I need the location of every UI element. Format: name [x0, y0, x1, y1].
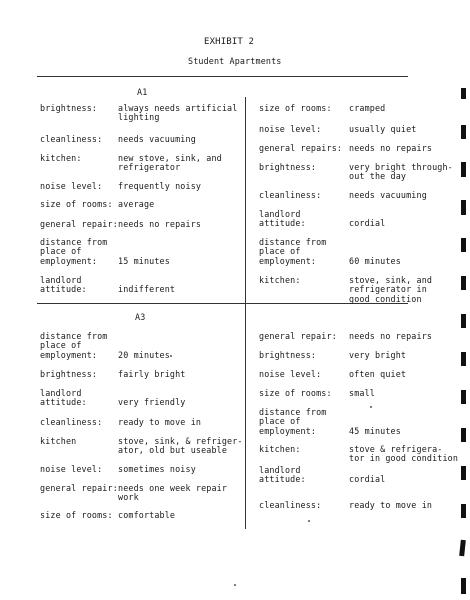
field-label: kitchen:: [259, 275, 301, 285]
field-label: size of rooms:: [259, 388, 332, 398]
field-label: cleanliness:: [40, 134, 103, 144]
binder-mark: [461, 578, 466, 594]
scan-speck: [370, 406, 372, 408]
field-label: cleanliness:: [259, 190, 322, 200]
binder-mark: [461, 200, 466, 215]
field-label: cleanliness:: [259, 500, 322, 510]
field-value: 15 minutes: [118, 255, 170, 266]
field-value: needs no repairs: [118, 219, 202, 229]
exhibit-title: EXHIBIT 2: [204, 37, 255, 47]
field-label: size of rooms:: [259, 103, 332, 113]
field-label: landlord attitude:: [40, 275, 87, 295]
field-value: needs no repairs: [349, 143, 433, 153]
field-value: fairly bright: [118, 369, 186, 379]
field-value: stove, sink, & refriger- ator, old but useable: [118, 436, 243, 456]
binder-mark: [461, 390, 466, 404]
binder-mark: [461, 88, 466, 99]
binder-mark: [461, 466, 466, 480]
field-value: very friendly: [118, 397, 186, 408]
binder-mark: [459, 540, 466, 556]
field-label: distance from place of employment:: [259, 407, 327, 436]
field-label: general repair:: [40, 219, 118, 229]
field-value: cramped: [349, 103, 386, 113]
field-value: 20 minutes: [118, 349, 170, 360]
scan-speck: [308, 520, 310, 522]
field-value: new stove, sink, and refrigerator: [118, 153, 222, 173]
field-value: very bright: [349, 350, 407, 360]
field-label: noise level:: [40, 181, 103, 191]
field-label: landlord attitude:: [259, 209, 306, 229]
field-label: noise level:: [259, 369, 322, 379]
field-value: needs vacuuming: [118, 134, 196, 144]
field-label: size of rooms:: [40, 199, 113, 209]
scan-speck: [234, 584, 236, 586]
apartment-a1-label: A1: [137, 87, 148, 97]
field-value: needs no repairs: [349, 331, 433, 341]
field-label: cleanliness:: [40, 417, 103, 427]
field-label: landlord attitude:: [40, 388, 87, 408]
field-label: noise level:: [40, 464, 103, 474]
binder-mark: [461, 238, 466, 252]
field-value: cordial: [349, 474, 386, 485]
field-value: often quiet: [349, 369, 407, 379]
field-value: 60 minutes: [349, 255, 401, 266]
top-rule: [37, 76, 408, 77]
field-value: stove, sink, and refrigerator in good condition: [349, 275, 433, 304]
field-label: landlord attitude:: [259, 465, 306, 485]
field-label: size of rooms:: [40, 510, 113, 520]
field-label: kitchen:: [40, 153, 82, 163]
field-label: brightness:: [40, 369, 98, 379]
field-value: average: [118, 199, 155, 209]
field-label: brightness:: [259, 350, 317, 360]
field-label: kitchen: [40, 436, 77, 446]
field-value: small: [349, 388, 375, 398]
binder-mark: [461, 314, 466, 328]
field-label: distance from place of employment:: [40, 331, 108, 360]
binder-mark: [461, 352, 466, 366]
column-divider: [245, 97, 246, 529]
field-value: cordial: [349, 218, 386, 229]
field-value: very bright through- out the day: [349, 162, 453, 182]
field-value: stove & refrigera- tor in good condition: [349, 444, 459, 464]
field-label: distance from place of employment:: [40, 237, 108, 266]
field-label: general repairs:: [259, 143, 343, 153]
field-label: distance from place of employment:: [259, 237, 327, 266]
field-value: needs vacuuming: [349, 190, 427, 200]
field-value: comfortable: [118, 510, 176, 520]
binder-mark: [461, 162, 466, 177]
field-label: kitchen:: [259, 444, 301, 454]
field-value: frequently noisy: [118, 181, 202, 191]
field-value: ready to move in: [118, 417, 202, 427]
field-value: needs one week repair work: [118, 483, 228, 503]
field-label: brightness:: [259, 162, 317, 172]
field-value: sometimes noisy: [118, 464, 196, 474]
field-label: brightness:: [40, 103, 98, 113]
field-value: always needs artificial lighting: [118, 103, 238, 123]
field-value: ready to move in: [349, 500, 433, 510]
exhibit-subtitle: Student Apartments: [188, 56, 282, 66]
field-value: usually quiet: [349, 124, 417, 134]
field-label: general repair:: [259, 331, 337, 341]
field-label: noise level:: [259, 124, 322, 134]
binder-mark: [461, 276, 466, 290]
field-value: 45 minutes: [349, 425, 401, 436]
field-value: indifferent: [118, 284, 176, 295]
binder-mark: [461, 504, 466, 518]
binder-mark: [461, 428, 466, 442]
field-label: general repair:: [40, 483, 118, 493]
binder-mark: [461, 125, 466, 139]
apartment-a3-label: A3: [135, 312, 146, 322]
scan-speck: [170, 355, 172, 357]
